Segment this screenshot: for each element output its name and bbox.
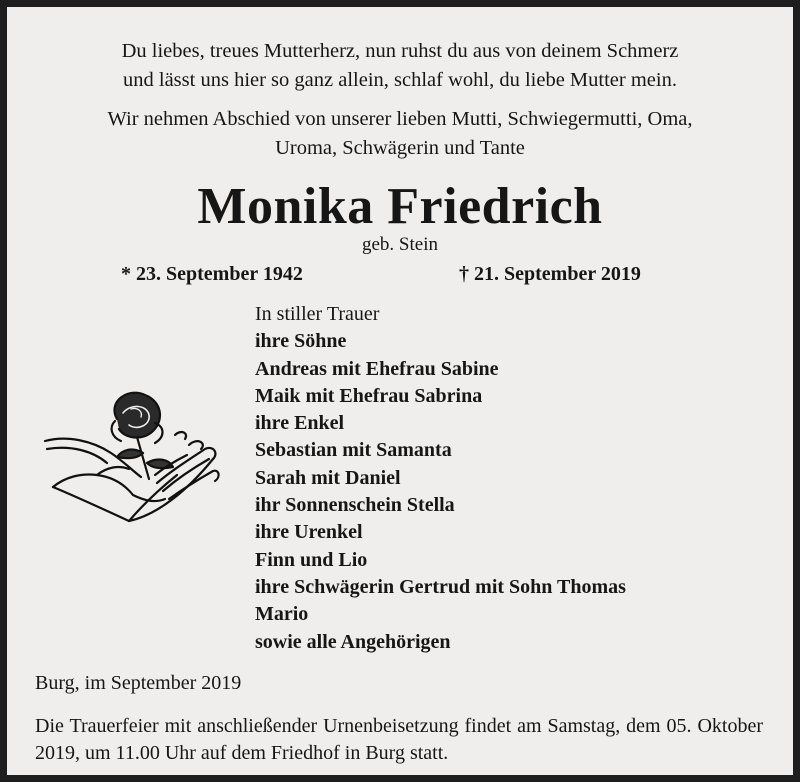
mourner-line: Sebastian mit Samanta — [255, 439, 452, 462]
intro-text — [7, 105, 793, 163]
born-name: geb. Stein — [362, 234, 438, 255]
mourner-line: Finn und Lio — [255, 548, 368, 571]
mourner-line: ihre Schwägerin Gertrud mit Sohn Thomas — [255, 575, 626, 598]
mourner-line: Maik mit Ehefrau Sabrina — [255, 384, 483, 407]
verse — [7, 37, 793, 95]
funeral-info: Die Trauerfeier mit anschließender Urnenbeisetzung findet am Samstag, dem 05. Oktober 2019, um 11.00 Uhr auf dem Friedhof in Burg statt. — [35, 715, 763, 764]
mourner-line: ihr Sonnenschein Stella — [255, 494, 455, 517]
mourner-line: ihre Söhne — [255, 330, 347, 353]
death-date: † 21. September 2019 — [459, 263, 641, 285]
rose-in-hands-icon — [37, 379, 227, 529]
birth-date: * 23. September 1942 — [121, 263, 303, 285]
mourner-line: In stiller Trauer — [255, 303, 380, 325]
mourners-list — [255, 301, 626, 656]
mourner-line: ihre Enkel — [255, 412, 345, 435]
intro-line: Wir nehmen Abschied von unserer lieben Mutti, Schwiegermutti, Oma, — [107, 108, 693, 130]
mourner-line: Mario — [255, 603, 309, 626]
mourner-line: Sarah mit Daniel — [255, 466, 401, 489]
verse-line: Du liebes, treues Mutterherz, nun ruhst du aus von deinem Schmerz — [121, 40, 679, 62]
verse-line: und lässt uns hier so ganz allein, schlaf wohl, du liebe Mutter mein. — [123, 69, 677, 91]
mourner-line: sowie alle Angehörigen — [255, 630, 451, 653]
mourner-line: ihre Urenkel — [255, 521, 363, 544]
place-date: Burg, im September 2019 — [35, 672, 242, 694]
deceased-name: Monika Friedrich — [197, 178, 603, 235]
intro-line: Uroma, Schwägerin und Tante — [275, 137, 525, 159]
mourner-line: Andreas mit Ehefrau Sabine — [255, 357, 499, 380]
